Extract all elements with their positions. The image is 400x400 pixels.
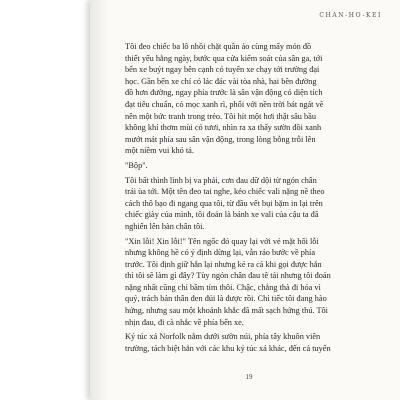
text-line: đồ hơn đường, ngay phía trước là sân vận động có diện tích — [125, 88, 323, 98]
text-line: nên một bức tranh trong trẻo. Tôi hít một hơi thật sâu bầu — [125, 111, 316, 121]
text-line: đạt tiêu chuẩn, cỏ mọc xanh rì, phối với nền trời bát ngát vẽ — [125, 99, 324, 109]
text-line: một niềm vui khó tả. — [125, 146, 194, 156]
text-line: nhưng không hề có ý định dừng lại, vẫn rảo bước về phía — [125, 248, 315, 258]
text-line: Tôi bất thình lình bị va phải, cơn đau dữ dội từ ngón chân — [125, 175, 317, 185]
text-line: trước. Tôi định giữ hắn lại nhưng kẻ ra cả khi gọi được hắn — [125, 259, 322, 269]
page-gutter-shadow — [90, 0, 108, 400]
text-line: Ký túc xá Norfolk nằm dưới sườn núi, phía tây khuôn viên — [125, 332, 321, 342]
text-line: nghiến lên bàn chân tôi. — [125, 221, 205, 231]
text-line: thì tôi sẽ làm gì đây? Tùy ngón chân đau tê tái nhưng tôi đoán — [125, 271, 331, 281]
text-line: hứng, nhưng sau một khoảnh khắc đã mất sạch hứng thú. Tôi — [125, 306, 328, 316]
text-line: thiết yếu hằng ngày, bước qua cửa kiểm soát của sân ga, tới — [125, 53, 323, 63]
text-line: bến xe buýt ngay bên cạnh có tuyến xe chạy tới trường đại — [125, 65, 320, 75]
text-line: nặng nhất cũng chỉ bầm tím thôi. Chậc, chẳng thà đi hóa vì — [125, 282, 321, 292]
text-line: "Xin lỗi! Xin lỗi!" Tên ngốc đó quay lại với vẻ mặt hối lỗi — [125, 236, 319, 246]
text-line: "Bộp". — [125, 160, 148, 170]
paragraph — [116, 331, 383, 354]
paragraph — [116, 236, 383, 329]
paragraph — [116, 41, 383, 157]
text-line: trái ùa tới. Một tên đeo tai nghe, kéo chiếc vali nặng nề theo — [125, 187, 325, 197]
paragraph — [116, 175, 383, 233]
text-line: nhịn đau, đi cà nhắc về phía bến xe. — [125, 317, 244, 327]
text-line: trường, tách biệt hẳn với các khu ký túc xá khác, đến cả tuyến — [125, 343, 331, 353]
text-line: mướt mát phía sau sân vận động, trong lòng bỗng trỗi lên — [125, 134, 316, 144]
running-head: CHAN-HO-KEI — [319, 12, 382, 19]
text-line: không khí thơm mùi cỏ tươi, nhìn ra xa thấy sườn đồi xanh — [125, 123, 322, 133]
text-line: quý, trách bản thân đen đủi là được rồi. Chỉ tiếc tôi đang hào — [125, 294, 327, 304]
text-line: học. Gần bến xe chỉ có lác đác vài tòa nhà, hai bên đường — [125, 76, 317, 86]
page-number: 19 — [245, 373, 253, 381]
text-line: Tôi đeo chiếc ba lô nhồi chặt quần áo cùng mấy món đồ — [125, 42, 312, 51]
paragraph — [116, 160, 383, 172]
text-line: chiếc giày của mình, tôi đoán là bánh xe vali của cậu ta đã — [125, 210, 319, 220]
body-text — [116, 41, 383, 357]
text-line: cách thô bạo đi ngang qua tôi, từ đầu vết bụi bặm in lại trên — [125, 198, 323, 208]
